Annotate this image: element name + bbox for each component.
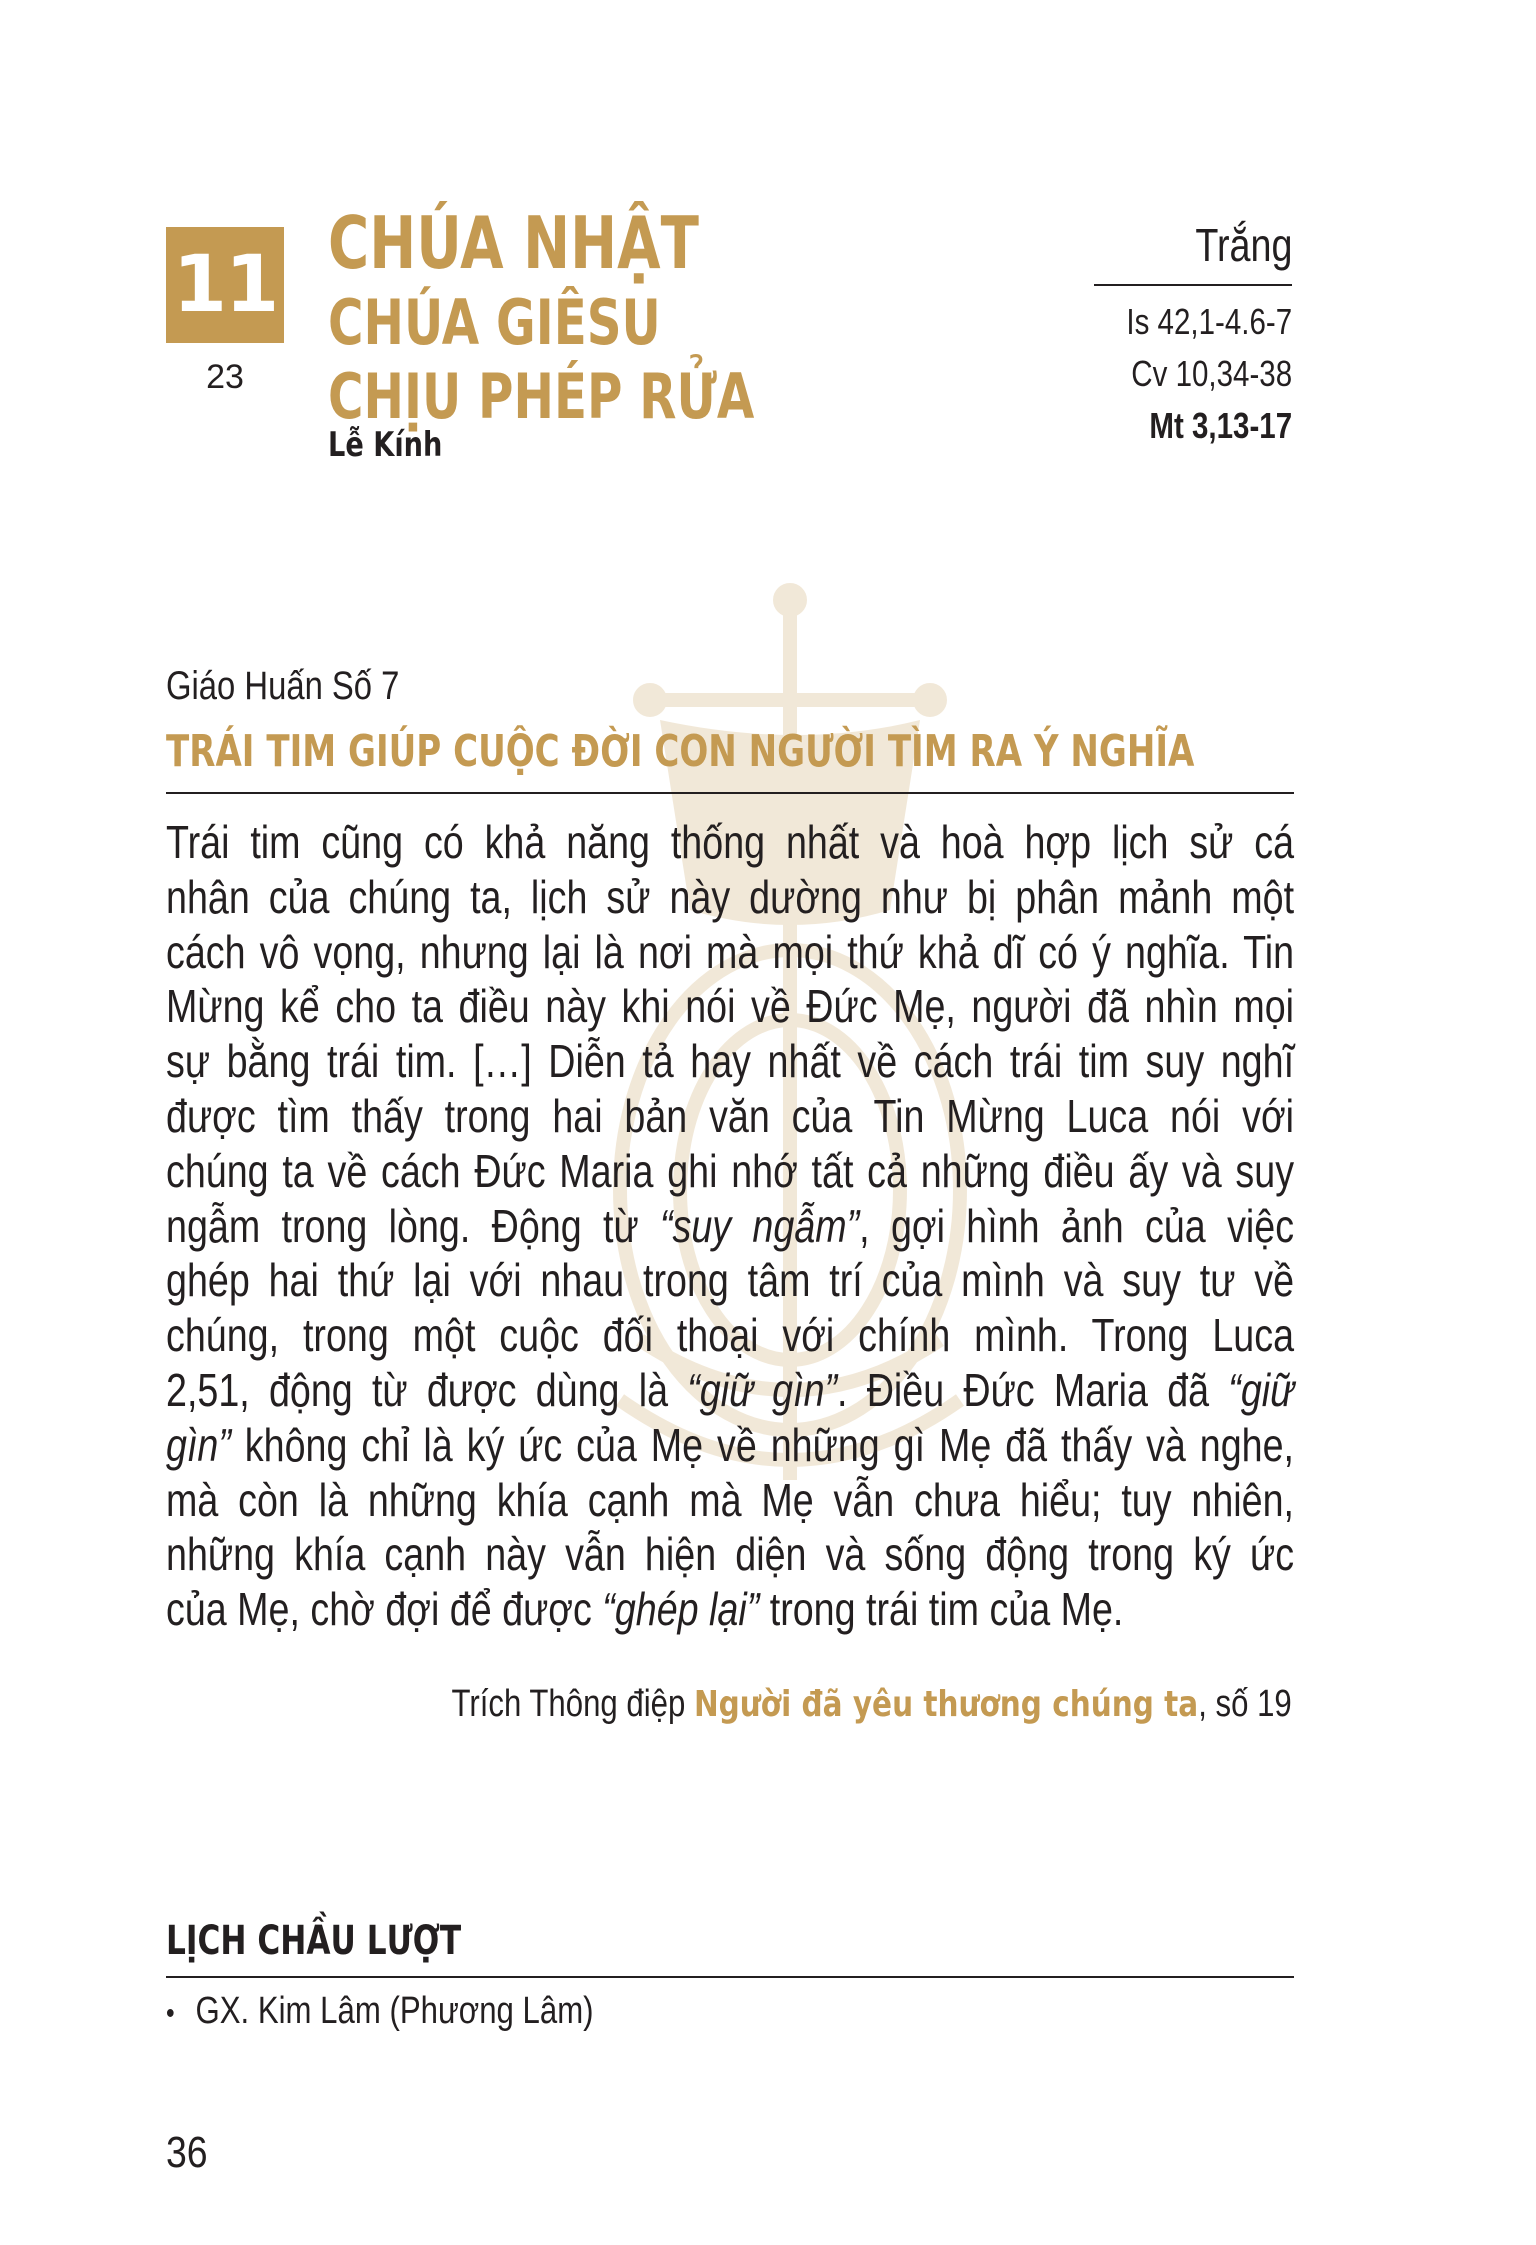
italic-quote: “giữ gìn” xyxy=(687,1363,838,1416)
text-run: của Mẹ, chờ đợi để được xyxy=(166,1583,603,1636)
body-paragraph xyxy=(166,815,1294,1637)
citation-prefix: Trích Thông điệp xyxy=(451,1683,695,1725)
body-line: cách vô vọng, nhưng lại là nơi mà mọi thứ khả dĩ có ý nghĩa. Tin xyxy=(166,925,1295,978)
body-line: chúng ta về cách Đức Maria ghi nhớ tất cả những điều ấy và suy xyxy=(166,1144,1295,1197)
body-line: Mừng kể cho ta điều này khi nói về Đức Mẹ, người đã nhìn mọi xyxy=(166,980,1295,1033)
list-item xyxy=(166,1990,594,2033)
italic-quote: “giữ xyxy=(1228,1363,1295,1416)
body-line: nhân của chúng ta, lịch sử này dường như bị phân mảnh một xyxy=(166,870,1295,923)
body-line xyxy=(166,1199,1294,1254)
text-run: không chỉ là ký ức của Mẹ về những gì Mẹ đã thấy và nghe, xyxy=(230,1418,1295,1471)
body-line: mà còn là những khía cạnh mà Mẹ vẫn chưa hiểu; tuy nhiên, xyxy=(166,1473,1295,1526)
readings-list xyxy=(1126,296,1292,452)
title-line-3: CHỊU PHÉP RỬA xyxy=(328,360,755,433)
text-run: . Điều Đức Maria đã xyxy=(837,1363,1229,1416)
body-line xyxy=(166,1582,1294,1637)
italic-quote: “ghép lại” xyxy=(602,1583,760,1636)
schedule-list xyxy=(166,1990,594,2033)
date-month: 23 xyxy=(206,358,244,396)
text-run: ngẫm trong lòng. Động từ xyxy=(166,1199,660,1252)
date-day-badge: 11 xyxy=(166,227,284,343)
citation-title: Người đã yêu thương chúng ta xyxy=(694,1684,1199,1725)
section-kicker: Giáo Huấn Số 7 xyxy=(166,664,400,708)
title-line-2: CHÚA GIÊSU xyxy=(328,286,661,359)
header-divider xyxy=(1094,284,1292,286)
body-line xyxy=(166,1363,1294,1418)
schedule-item-label: GX. Kim Lâm (Phương Lâm) xyxy=(195,1990,594,2032)
page-number: 36 xyxy=(166,2128,208,2177)
liturgical-color: Trắng xyxy=(1194,219,1292,271)
feast-rank: Lễ Kính xyxy=(328,425,443,465)
body-line xyxy=(166,1418,1294,1473)
bullet-icon: • xyxy=(166,1997,175,2030)
text-run: 2,51, động từ được dùng là xyxy=(166,1363,688,1416)
body-line: ghép hai thứ lại với nhau trong tâm trí của mình và suy tư về xyxy=(166,1254,1295,1307)
italic-quote: gìn” xyxy=(166,1418,231,1471)
body-line: sự bằng trái tim. […] Diễn tả hay nhất về cách trái tim suy nghĩ xyxy=(166,1035,1295,1088)
text-run: , gợi hình ảnh của việc xyxy=(859,1199,1295,1252)
italic-quote: “suy ngẫm” xyxy=(659,1199,860,1252)
page-title xyxy=(328,200,754,434)
section-divider xyxy=(166,792,1294,794)
citation-suffix: , số 19 xyxy=(1198,1683,1292,1725)
section-title: TRÁI TIM GIÚP CUỘC ĐỜI CON NGƯỜI TÌM RA Ý NGHĨA xyxy=(166,726,1195,777)
title-line-1: CHÚA NHẬT xyxy=(328,201,699,285)
schedule-title: LỊCH CHẦU LƯỢT xyxy=(166,1918,462,1964)
citation xyxy=(452,1683,1292,1726)
text-run: trong trái tim của Mẹ. xyxy=(759,1583,1124,1636)
body-line: Trái tim cũng có khả năng thống nhất và hoà hợp lịch sử cá xyxy=(166,816,1295,868)
schedule-divider xyxy=(166,1976,1294,1978)
body-line: chúng, trong một cuộc đối thoại với chính mình. Trong Luca xyxy=(166,1309,1295,1362)
reading-1: Is 42,1-4.6-7 xyxy=(1126,301,1292,342)
body-line: được tìm thấy trong hai bản văn của Tin Mừng Luca nói với xyxy=(166,1089,1295,1142)
body-line: những khía cạnh này vẫn hiện diện và sống động trong ký ức xyxy=(166,1528,1295,1581)
reading-gospel: Mt 3,13-17 xyxy=(1149,405,1292,446)
reading-2: Cv 10,34-38 xyxy=(1131,353,1292,394)
